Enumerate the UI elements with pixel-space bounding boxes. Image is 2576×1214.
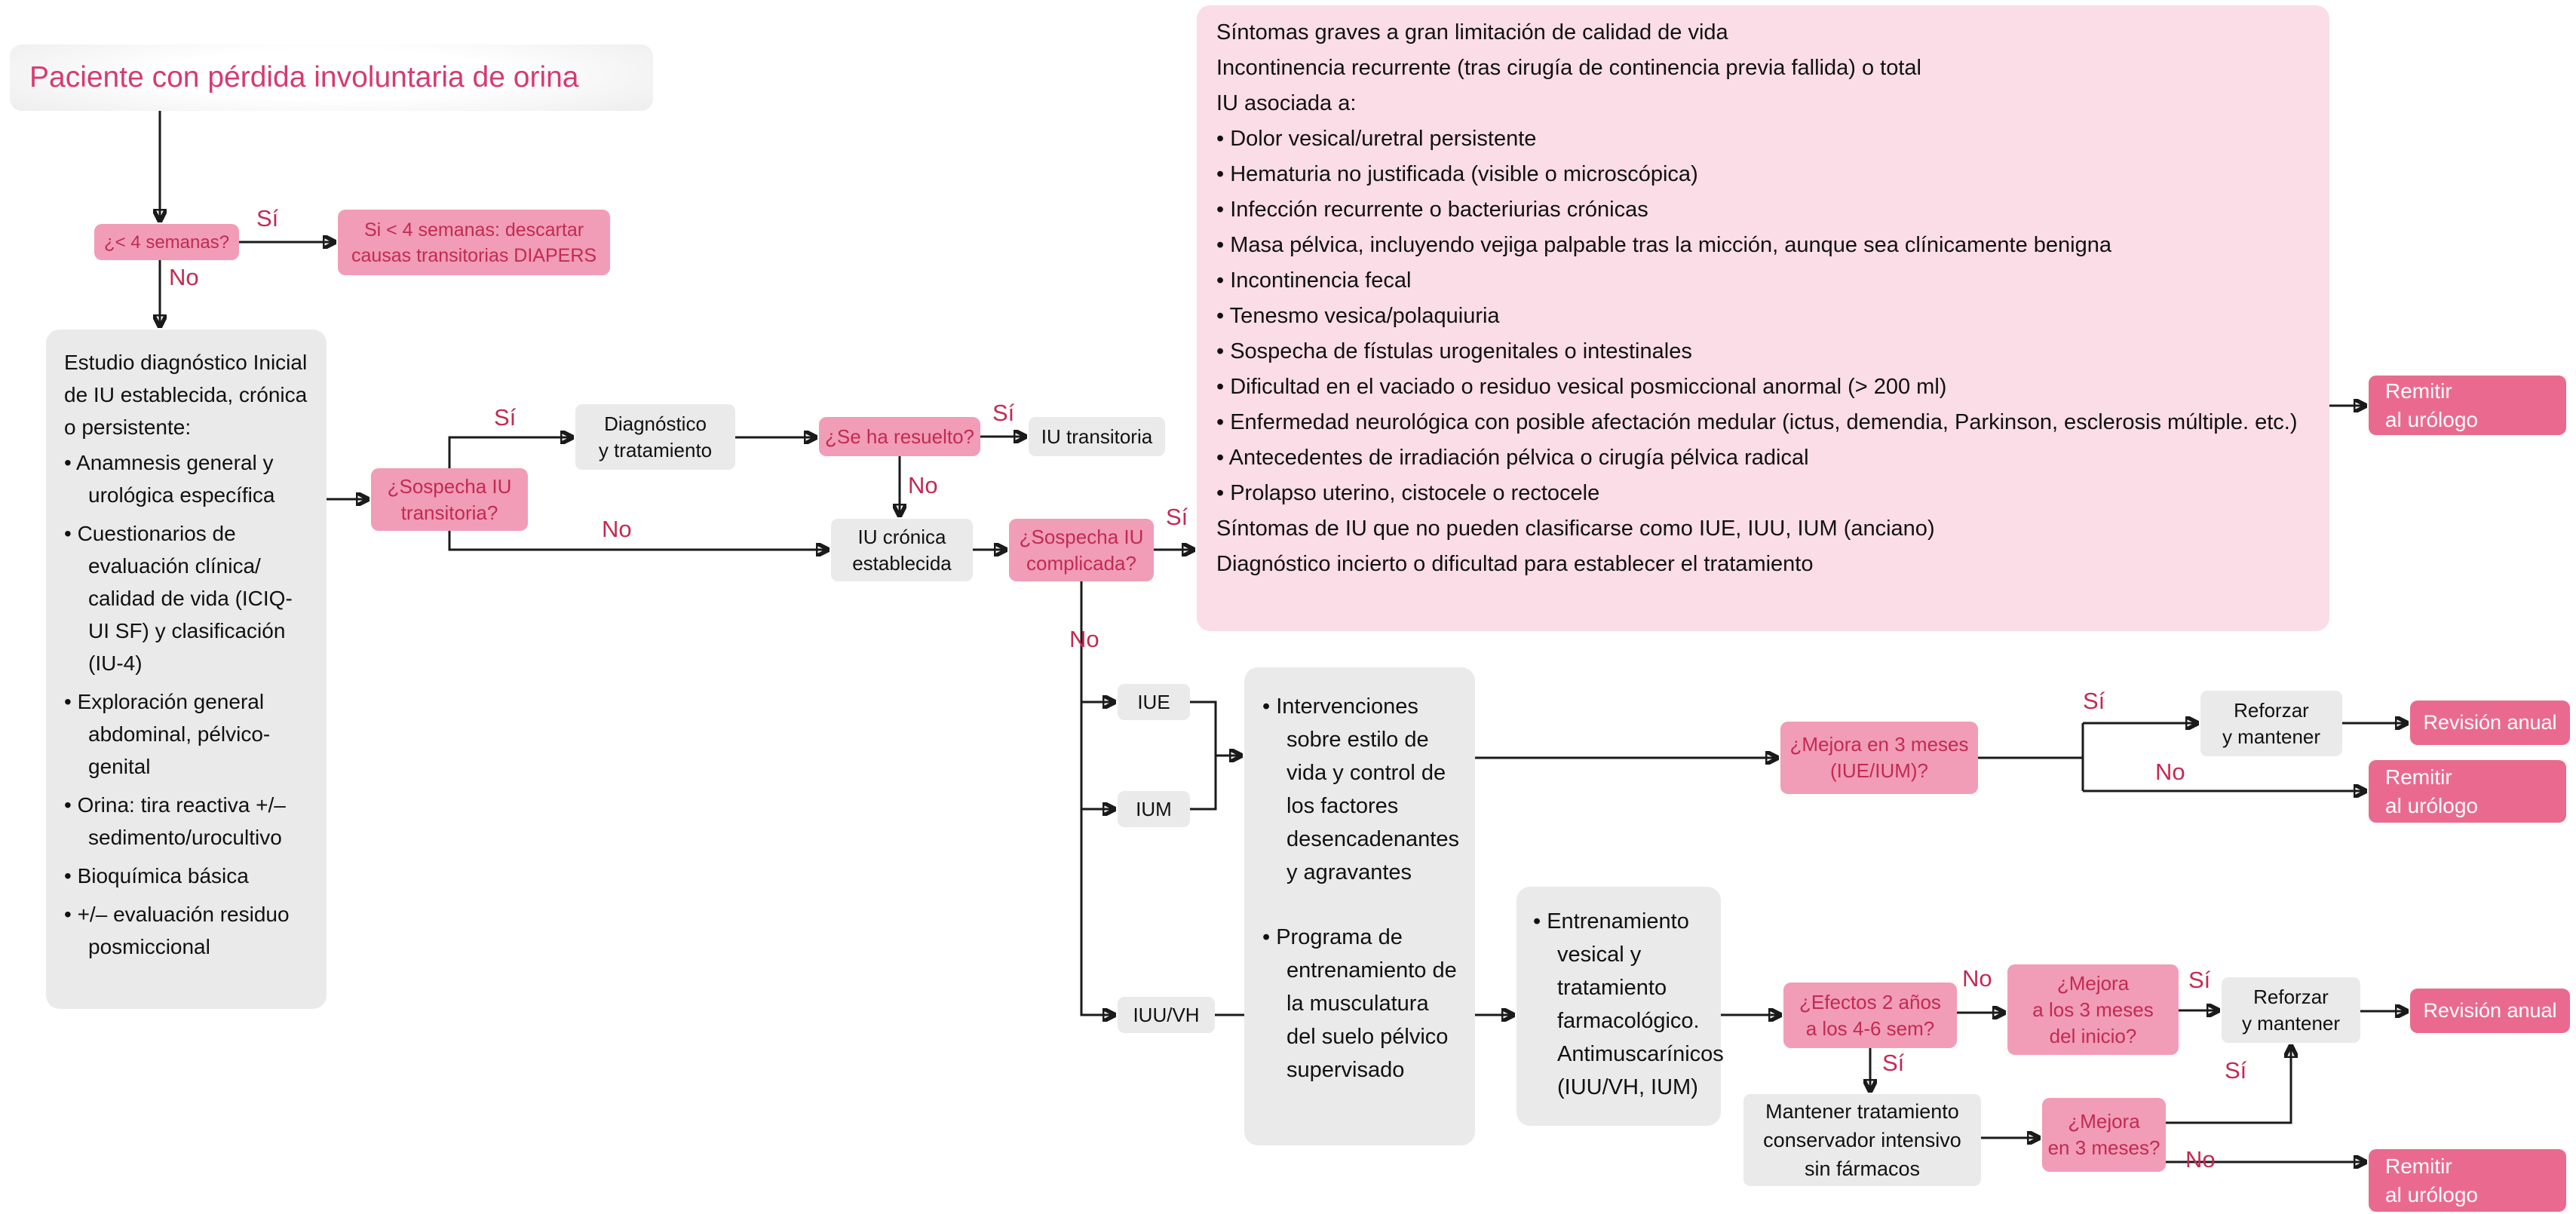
- chronic-iu-box: IU crónica establecida: [831, 519, 973, 581]
- refer-urologist-box-1: Remitir al urólogo: [2369, 376, 2566, 435]
- label-no-1: No: [169, 264, 199, 290]
- label-si-5: Sí: [2083, 688, 2105, 714]
- type-label: IUM: [1136, 797, 1172, 820]
- decision-transient-iu: ¿Sospecha IU transitoria?: [371, 468, 528, 531]
- complicated-iu-criteria-box: Síntomas graves a gran limitación de calidad de vida Incontinencia recurrente (tras cirugía de continencia previa fallida) o total IU asociada a: • Dolor vesical/uretral persistente • Hematuria no justificada (visible o microscópica) • Infección recurrente o bacteriurias crónicas • Masa pélvica, incluyendo vejiga palpable tras la micción, aunque sea clínicamente benigna • Incontinencia fecal • Tenesmo vesica/polaquiuria • Sospecha de fístulas urogenitales o intestinales • Dificultad en el vaciado o residuo vesical posmiccional anormal (> 200 ml) • Enfermedad neurológica con posible afectación medular (ictus, demendia, Parkinson, esclerosis múltiple. etc.) • Antecedentes de irradiación pélvica o cirugía pélvica radical • Prolapso uterino, cistocele o rectocele Síntomas de IU que no pueden clasificarse como IUE, IUU, IUM (anciano) Diagnóstico incierto o dificultad para establecer el tratamiento: [1197, 5, 2329, 631]
- reinforce-maintain-box-1: Reforzar y mantener: [2200, 691, 2342, 756]
- annual-review-box-1: [2410, 701, 2570, 745]
- result-label: IU transitoria: [1041, 425, 1153, 448]
- bladder-training-box: • Entrenamiento vesical y tratamiento farmacológico. Antimuscarínicos (IUU/VH, IUM): [1516, 887, 1721, 1126]
- label-si-8: Sí: [2225, 1057, 2247, 1084]
- diagnostic-study-box: [46, 330, 327, 1009]
- label-no-2: No: [602, 516, 632, 542]
- label-no-5: No: [2155, 759, 2185, 785]
- label-no-6: No: [1962, 965, 1992, 992]
- label-si-1: Sí: [256, 205, 279, 231]
- type-label: IUE: [1137, 690, 1170, 713]
- decision-improve-3-months: ¿Mejora en 3 meses?: [2042, 1098, 2166, 1172]
- label-no-3: No: [908, 472, 938, 498]
- decision-improve-3-months-iue-ium: ¿Mejora en 3 meses (IUE/IUM)?: [1780, 722, 1978, 794]
- decision-complicated-iu: ¿Sospecha IU complicada?: [1009, 519, 1154, 581]
- label-no-7: No: [2185, 1146, 2216, 1173]
- diapers-note: Si < 4 semanas: descartar causas transitorias DIAPERS: [338, 210, 610, 275]
- result-label: Revisión anual: [2423, 999, 2557, 1022]
- decision-improve-3-months-start: ¿Mejora a los 3 meses del inicio?: [2007, 964, 2179, 1055]
- label-si-6: Sí: [2188, 967, 2211, 993]
- iue-box: [1118, 684, 1190, 720]
- refer-urologist-box-2: Remitir al urólogo: [2369, 760, 2566, 823]
- lifestyle-interventions-box: • Intervenciones sobre estilo de vida y control de los factores desencadenantes y agravantes • Programa de entrenamiento de la musculatura del suelo pélvico supervisado: [1244, 667, 1475, 1145]
- diagnosis-treatment-box: Diagnóstico y tratamiento: [575, 404, 735, 470]
- study-intro: Estudio diagnóstico Inicial de IU establecida, crónica o persistente:: [64, 351, 308, 439]
- label-si-3: Sí: [992, 400, 1015, 426]
- refer-urologist-box-3: Remitir al urólogo: [2369, 1149, 2566, 1212]
- title-banner: [10, 44, 653, 111]
- decision-effects-2-years: ¿Efectos 2 años a los 4-6 sem?: [1783, 983, 1957, 1048]
- study-items: • Anamnesis general y urológica específica • Cuestionarios de evaluación clínica/ calidad de vida (ICIQ-UI SF) y clasificación (IU-4) • Exploración general abdominal, pélvico-genital • Orina: tira reactiva +/– sedimento/urocultivo • Bioquímica básica • +/– evaluación residuo posmiccional: [64, 451, 293, 958]
- decision-label: ¿< 4 semanas?: [103, 231, 230, 253]
- reinforce-maintain-box-2: Reforzar y mantener: [2222, 977, 2360, 1043]
- annual-review-box-2: [2410, 989, 2570, 1033]
- decision-resolved: [819, 417, 980, 456]
- label-si-7: Sí: [1882, 1050, 1905, 1076]
- transient-iu-box: [1029, 417, 1165, 456]
- decision-less-than-4-weeks: [94, 224, 239, 260]
- label-no-4: No: [1069, 626, 1099, 652]
- decision-label: ¿Se ha resuelto?: [824, 425, 974, 448]
- label-si-4: Sí: [1166, 504, 1188, 530]
- result-label: Revisión anual: [2423, 711, 2557, 734]
- maintain-conservative-box: Mantener tratamiento conservador intensivo sin fármacos: [1743, 1094, 1981, 1186]
- label-si-2: Sí: [494, 404, 517, 431]
- iuu-vh-box: [1118, 997, 1215, 1033]
- type-label: IUU/VH: [1133, 1003, 1200, 1026]
- page-title: Paciente con pérdida involuntaria de orina: [29, 61, 579, 94]
- ium-box: [1118, 791, 1190, 827]
